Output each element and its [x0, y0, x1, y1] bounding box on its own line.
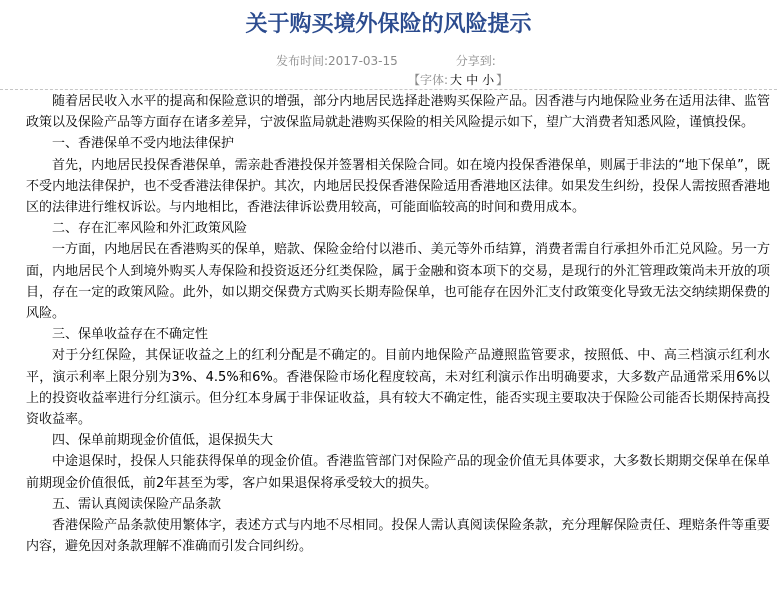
share-label: 分享到: — [455, 54, 496, 68]
article-title: 关于购买境外保险的风险提示 — [245, 11, 532, 37]
publish-date: 2017-03-15 — [328, 54, 398, 68]
section-heading-4: 四、保单前期现金价值低，退保损失大 — [52, 433, 274, 449]
header-divider — [0, 89, 777, 90]
font-size-label: 【字体: — [408, 73, 449, 87]
paragraph-5: 香港保险产品条款使用繁体字，表述方式与内地不尽相同。投保人需认真阅读保险条款，充分理解保险责任、理赔条件等重要内容，避免因对条款理解不准确而引发合同纠纷。 — [26, 518, 770, 555]
section-heading-5: 五、需认真阅读保险产品条款 — [52, 496, 222, 512]
font-size-switcher — [408, 71, 508, 89]
paragraph-2: 一方面，内地居民在香港购买的保单，赔款、保险金给付以港币、美元等外币结算，消费者需自行承担外币汇兑风险。另一方面，内地居民个人到境外购买人寿保险和投资返还分红类保险，属于金融和资本项下的交易，是现行的外汇管理政策尚未开放的项目，存在一定的政策风险。此外，如以期交保费方式购买长期寿险保单，也可能存在因外汇支付政策变化导致无法交纳续期保费的风险。 — [26, 242, 770, 322]
article-meta — [276, 52, 496, 70]
paragraph-1: 首先，内地居民投保香港保单，需亲赴香港投保并签署相关保险合同。如在境内投保香港保单，则属于非法的“地下保单”，既不受内地法律保护，也不受香港法律保护。其次，内地居民投保香港保险适用香港地区法律。如果发生纠纷，投保人需按照香港地区的法律进行维权诉讼。与内地相比，香港法律诉讼费用较高，可能面临较高的时间和费用成本。 — [26, 157, 770, 216]
paragraph-3: 对于分红保险，其保证收益之上的红利分配是不确定的。目前内地保险产品遵照监管要求，按照低、中、高三档演示红利水平，演示利率上限分别为3%、4.5%和6%。香港保险市场化程度较高，未对红利演示作出明确要求，大多数产品通常采用6%以上的投资收益率进行分红演示。但分红本身属于非保证收益，具有较大不确定性，能否实现主要取决于保险公司能否长期保持高投资收益率。 — [26, 348, 770, 428]
article-body — [26, 91, 770, 557]
font-size-large-button[interactable]: 大 — [450, 73, 463, 87]
font-size-close-bracket: 】 — [496, 73, 509, 87]
section-heading-1: 一、香港保单不受内地法律保护 — [52, 136, 235, 152]
paragraph-intro: 随着居民收入水平的提高和保险意识的增强，部分内地居民选择赴港购买保险产品。因香港与内地保险业务在适用法律、监管政策以及保险产品等方面存在诸多差异，宁波保监局就赴港购买保险的相关风险提示如下，望广大消费者知悉风险，谨慎投保。 — [26, 94, 770, 131]
section-heading-3: 三、保单收益存在不确定性 — [52, 327, 209, 343]
publish-label: 发布时间: — [276, 54, 329, 68]
section-heading-2: 二、存在汇率风险和外汇政策风险 — [52, 221, 248, 237]
font-size-medium-button[interactable]: 中 — [466, 73, 479, 87]
font-size-small-button[interactable]: 小 — [482, 73, 495, 87]
paragraph-4: 中途退保时，投保人只能获得保单的现金价值。香港监管部门对保险产品的现金价值无具体要求，大多数长期期交保单在保单前期现金价值很低，前2年甚至为零，客户如果退保将承受较大的损失。 — [26, 454, 770, 491]
